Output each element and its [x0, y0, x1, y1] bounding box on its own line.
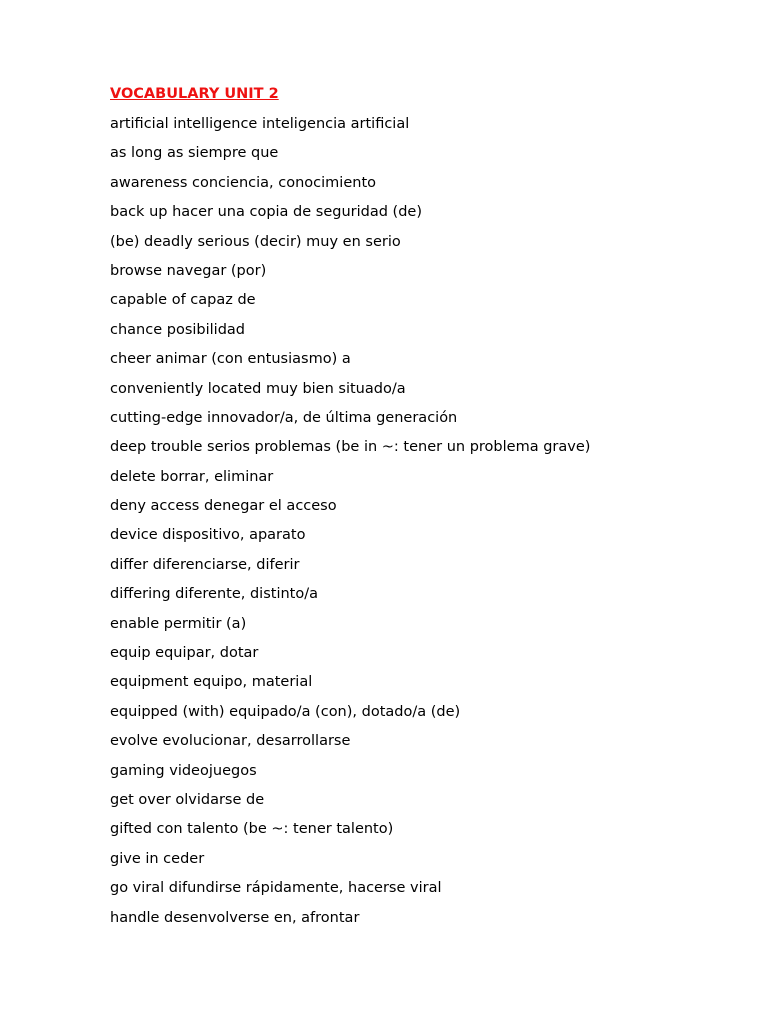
vocabulary-entry: delete borrar, eliminar [110, 468, 274, 485]
vocabulary-entry: equipment equipo, material [110, 674, 313, 691]
vocabulary-entry: cheer animar (con entusiasmo) a [110, 351, 351, 368]
document-title: VOCABULARY UNIT 2 [110, 86, 279, 102]
vocabulary-entry: differing diferente, distinto/a [110, 586, 318, 603]
vocabulary-entry: equipped (with) equipado/a (con), dotado/a (de) [110, 703, 461, 720]
vocabulary-entry: capable of capaz de [110, 292, 256, 309]
vocabulary-entry: gaming videojuegos [110, 762, 257, 779]
vocabulary-entry: browse navegar (por) [110, 262, 267, 279]
vocabulary-entry: device dispositivo, aparato [110, 527, 306, 544]
vocabulary-list [110, 115, 590, 938]
vocabulary-entry: back up hacer una copia de seguridad (de) [110, 204, 422, 221]
vocabulary-entry: cutting-edge innovador/a, de última generación [110, 409, 458, 426]
vocabulary-entry: go viral difundirse rápidamente, hacerse viral [110, 880, 442, 897]
vocabulary-entry: deny access denegar el acceso [110, 498, 337, 515]
vocabulary-entry: (be) deadly serious (decir) muy en serio [110, 233, 401, 250]
vocabulary-entry: evolve evolucionar, desarrollarse [110, 733, 351, 750]
vocabulary-entry: give in ceder [110, 850, 205, 867]
vocabulary-entry: gifted con talento (be ~: tener talento) [110, 821, 394, 838]
vocabulary-entry: differ diferenciarse, diferir [110, 556, 300, 573]
vocabulary-entry: handle desenvolverse en, afrontar [110, 909, 360, 926]
vocabulary-entry: deep trouble serios problemas (be in ~: tener un problema grave) [110, 439, 591, 456]
vocabulary-entry: conveniently located muy bien situado/a [110, 380, 406, 397]
vocabulary-entry: as long as siempre que [110, 145, 279, 162]
vocabulary-entry: equip equipar, dotar [110, 645, 259, 662]
vocabulary-entry: chance posibilidad [110, 321, 245, 338]
vocabulary-entry: awareness conciencia, conocimiento [110, 174, 376, 191]
vocabulary-entry: get over olvidarse de [110, 791, 265, 808]
vocabulary-entry: enable permitir (a) [110, 615, 247, 632]
vocabulary-entry: artificial intelligence inteligencia artificial [110, 116, 410, 132]
